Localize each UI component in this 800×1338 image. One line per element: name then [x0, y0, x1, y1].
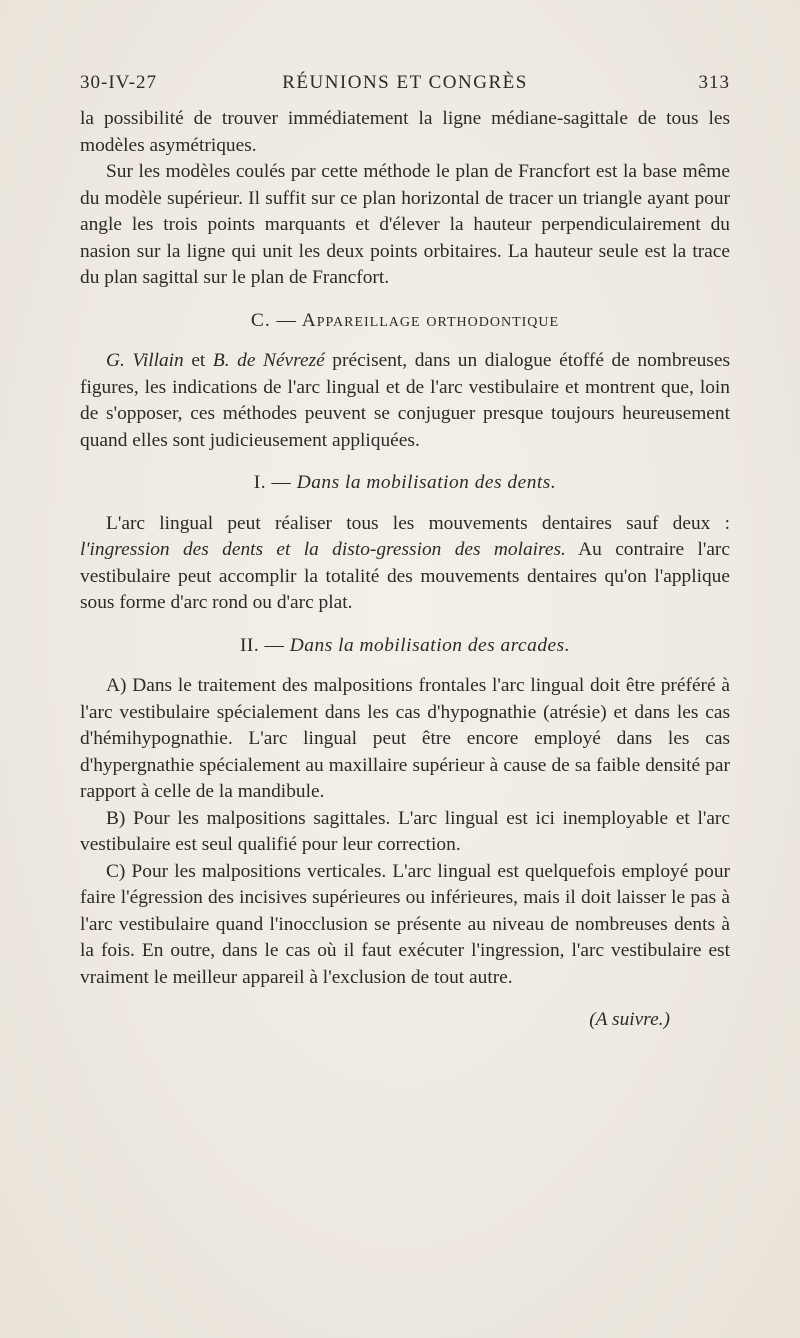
section-heading-c: C. — Appareillage orthodontique	[250, 309, 560, 331]
to-be-continued: (A suivre.)	[589, 1009, 670, 1030]
paragraph-c-verticales: C) Pour les malpositions verticales. L'arc lingual est quelquefois employé pour faire l'égression des incisives supérieures ou inférieures, mais il doit laisser le pas à l'arc vestibulaire quand l'inocclusion se présente au niveau de nombreuses dents à la fois. En outre, dans le cas où il faut exécuter l'ingression, l'arc vestibulaire est vraiment le meilleur appareil à l'exclusion de tout autre.	[80, 860, 730, 988]
paragraph-a-frontales: A) Dans le traitement des malpositions frontales l'arc lingual doit être préféré à l'arc vestibulaire spécialement dans les cas d'hypognathie (atrésie) et dans les cas d'hémihypognathie. L'arc lingual peut être encore employé dans les cas d'hypergnathie spécialement au maxillaire supérieur à cause de sa faible densité par rapport à celle de la mandibule.	[80, 675, 730, 802]
page-number: 313	[698, 72, 730, 93]
section-1-title: Dans la mobilisation des dents.	[296, 472, 557, 493]
paragraph-authors-rest: précisent, dans un dialogue étoffé de nombreuses figures, les indications de l'arc lingual et de l'arc vestibulaire et montrent que, loin de s'opposer, ces méthodes peuvent se conjuguer presque toujours heureusement quand elles sont judicieusement appliquées.	[80, 350, 731, 451]
author-villain: G. Villain	[106, 350, 184, 371]
paragraph-arc-lingual	[80, 511, 730, 617]
running-header	[80, 72, 730, 100]
text-and: et	[183, 350, 213, 371]
section-heading-1	[80, 470, 730, 497]
paragraph-authors	[80, 348, 730, 454]
paragraph-arc-lingual-start: L'arc lingual peut réaliser tous les mouvements dentaires sauf deux :	[106, 512, 730, 534]
page-body	[80, 106, 730, 1034]
section-2-title: Dans la mobilisation des arcades.	[289, 634, 571, 656]
section-2-number: II. —	[239, 634, 290, 656]
header-date: 30-IV-27	[80, 72, 157, 93]
paragraph-b-sagittales: B) Pour les malpositions sagittales. L'arc lingual est ici inemployable et l'arc vestibulaire est seul qualifié pour leur correction.	[80, 807, 730, 855]
section-1-number: I. —	[253, 472, 297, 493]
paragraph-francfort: Sur les modèles coulés par cette méthode le plan de Francfort est la base même du modèle supérieur. Il suffit sur ce plan horizontal de tracer un triangle ayant pour angle les trois points marquants et d'élever la hauteur perpendiculairement du nasion sur la ligne qui unit les deux points orbitaires. La hauteur seule est la trace du plan sagittal sur le plan de Francfort.	[80, 161, 730, 288]
paragraph-arc-lingual-end: Au contraire l'arc vestibulaire peut accomplir la totalité des mouvements dentaires qu'on l'applique sous forme d'arc rond ou d'arc plat.	[80, 539, 730, 613]
section-heading-2	[80, 633, 730, 660]
paragraph-continuation: la possibilité de trouver immédiatement la ligne médiane-sagittale de tous les modèles asymétriques.	[80, 108, 730, 156]
header-title: RÉUNIONS ET CONGRÈS	[282, 72, 528, 93]
paragraph-arc-lingual-italic: l'ingression des dents et la disto-gression des molaires.	[80, 539, 566, 560]
author-nevreze: B. de Névrezé	[212, 350, 325, 371]
